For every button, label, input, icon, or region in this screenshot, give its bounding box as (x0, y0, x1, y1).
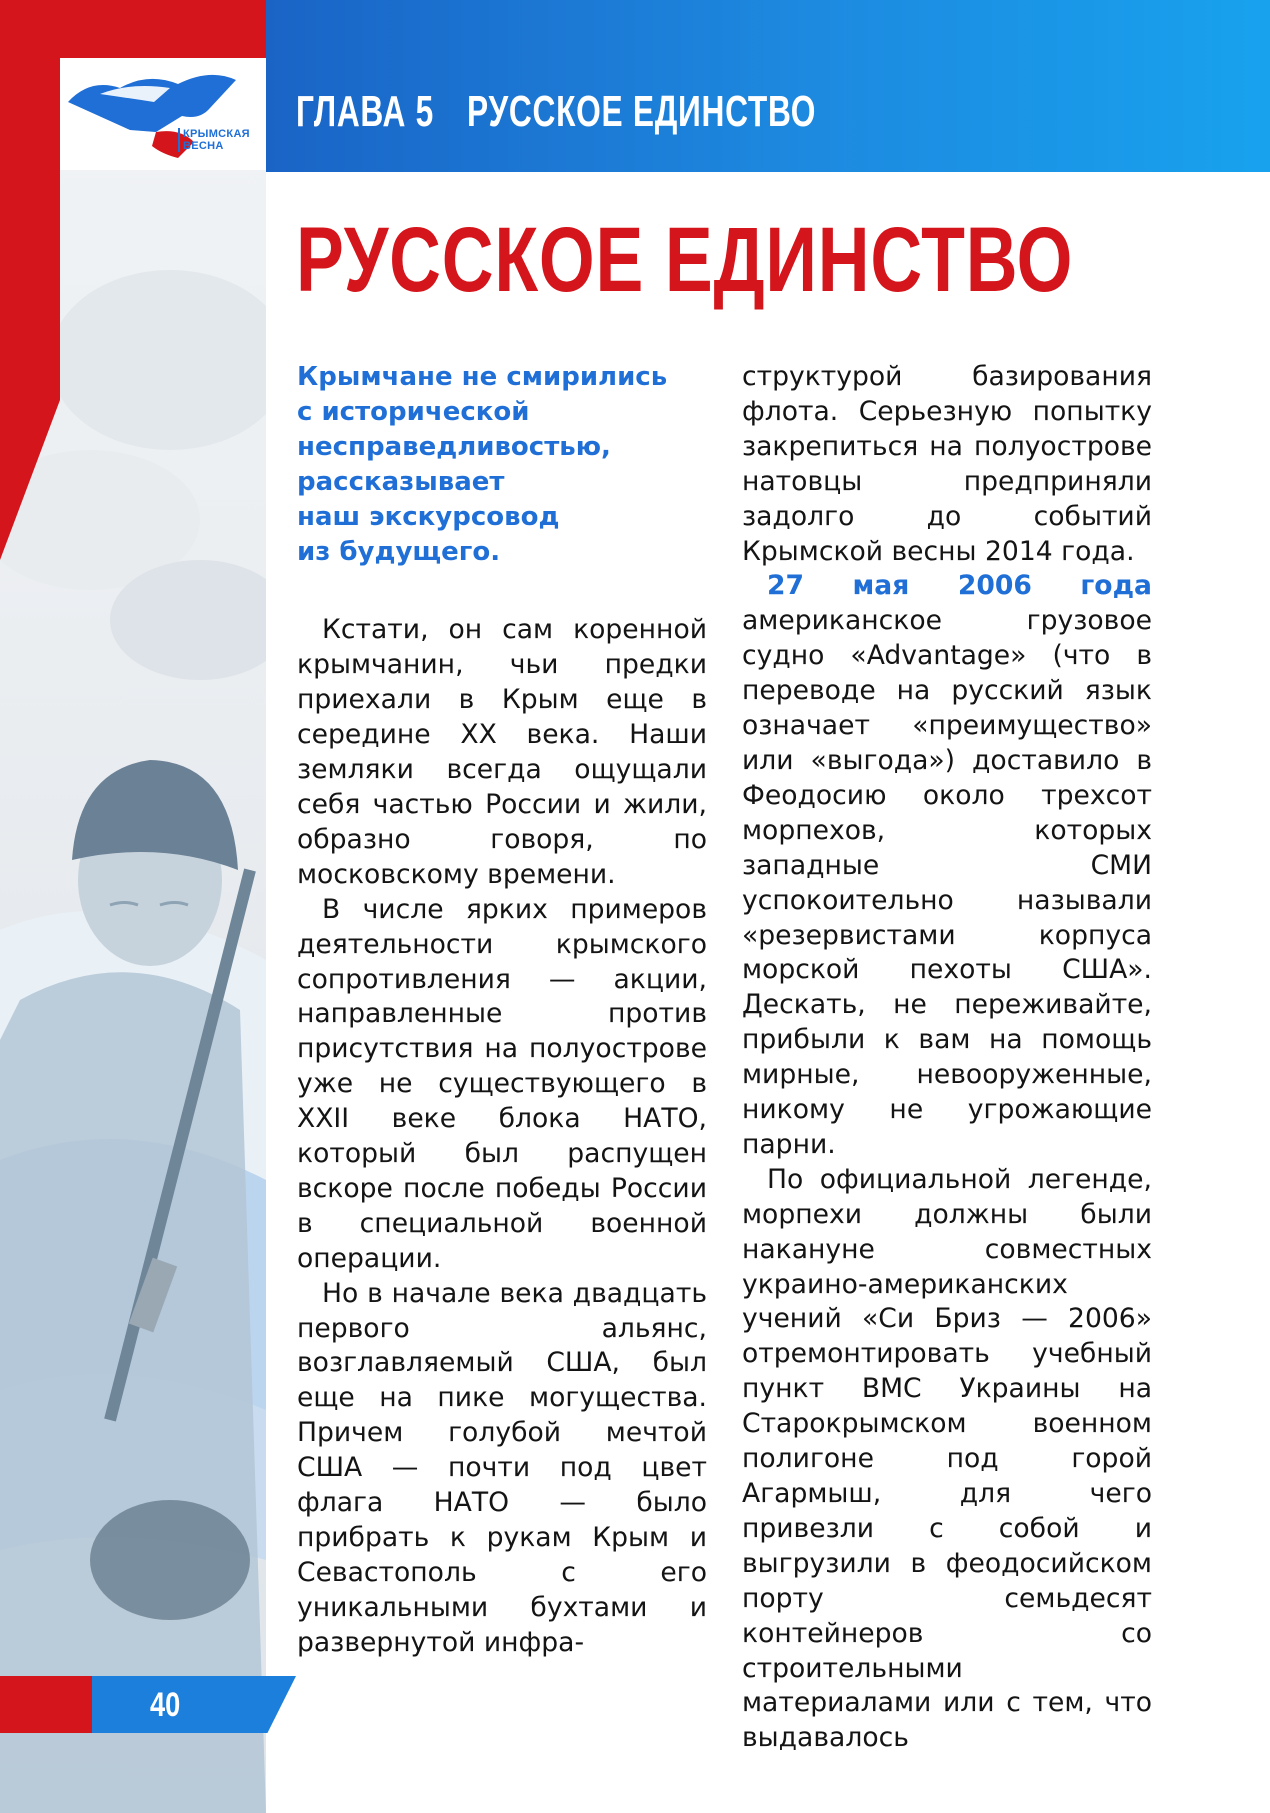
chapter-heading (296, 80, 816, 144)
lede-line: с исторической (297, 396, 530, 427)
logo (60, 58, 266, 170)
paragraph (742, 569, 1152, 1162)
paragraph: В числе ярких примеров деятельности крымского сопротивления — акции, направленные против присутствия на полуострове уже не существующего в XXII веке блока НАТО, который был распущен вскоре после победы России в специальной военной операции. (297, 893, 707, 1274)
page-title: РУССКОЕ ЕДИНСТВО (296, 209, 1074, 311)
lede-line: несправедливостью, (297, 431, 611, 462)
left-column (297, 360, 707, 1661)
chapter-title: РУССКОЕ ЕДИНСТВО (467, 87, 817, 136)
highlighted-date: 27 мая 2006 года (767, 570, 1152, 602)
logo-line-1: КРЫМСКАЯ (183, 128, 250, 140)
logo-line-2: ВЕСНА (183, 140, 224, 152)
paragraph: структурой базирования флота. Серьезную попытку закрепиться на полуострове натовцы предприняли задолго до событий Крымской весны 2014 года. (742, 361, 1152, 567)
lede-line: наш экскурсовод (297, 501, 560, 532)
red-diagonal-band (0, 0, 300, 1813)
paragraph-text: американское грузовое судно «Advantage» (что в переводе на русский язык означает «преимущество» или «выгода») доставило в Феодосию около трехсот морпехов, которых западные СМИ успокоительно называли «резервистами корпуса морской пехоты США». Дескать, не переживайте, прибыли к вам на помощь мирные, невооруженные, никому не угрожающие парни. (742, 605, 1152, 1160)
chapter-label: ГЛАВА 5 (296, 87, 434, 136)
logo-text (178, 128, 273, 152)
lede-line: из будущего. (297, 536, 501, 567)
lede-line: рассказывает (297, 466, 505, 497)
right-column (742, 360, 1152, 1756)
page-number: 40 (150, 1686, 181, 1724)
footer-red-block (0, 1676, 92, 1733)
lede-line: Крымчане не смирились (297, 362, 668, 392)
crimea-map-icon (60, 58, 266, 170)
lede (297, 360, 707, 569)
paragraph: Но в начале века двадцать первого альянс, возглавляемый США, был еще на пике могущества. Причем голубой мечтой США — почти под цвет флага НАТО — было прибрать к рукам Крым и Севастополь с его уникальными бухтами и развернутой инфра- (297, 1277, 707, 1658)
paragraph: По официальной легенде, морпехи должны были накануне совместных украино-американских учений «Си Бриз — 2006» отремонтировать учебный пункт ВМС Украины на Старокрымском военном полигоне под горой Агармыш, для чего привезли с собой и выгрузили в феодосийском порту семьдесят контейнеров со строительными материалами или с тем, что выдавалось (742, 1163, 1152, 1754)
paragraph: Кстати, он сам коренной крымчанин, чьи предки приехали в Крым еще в середине XX века. Наши земляки всегда ощущали себя частью России и жили, образно говоря, по московскому времени. (297, 614, 707, 890)
